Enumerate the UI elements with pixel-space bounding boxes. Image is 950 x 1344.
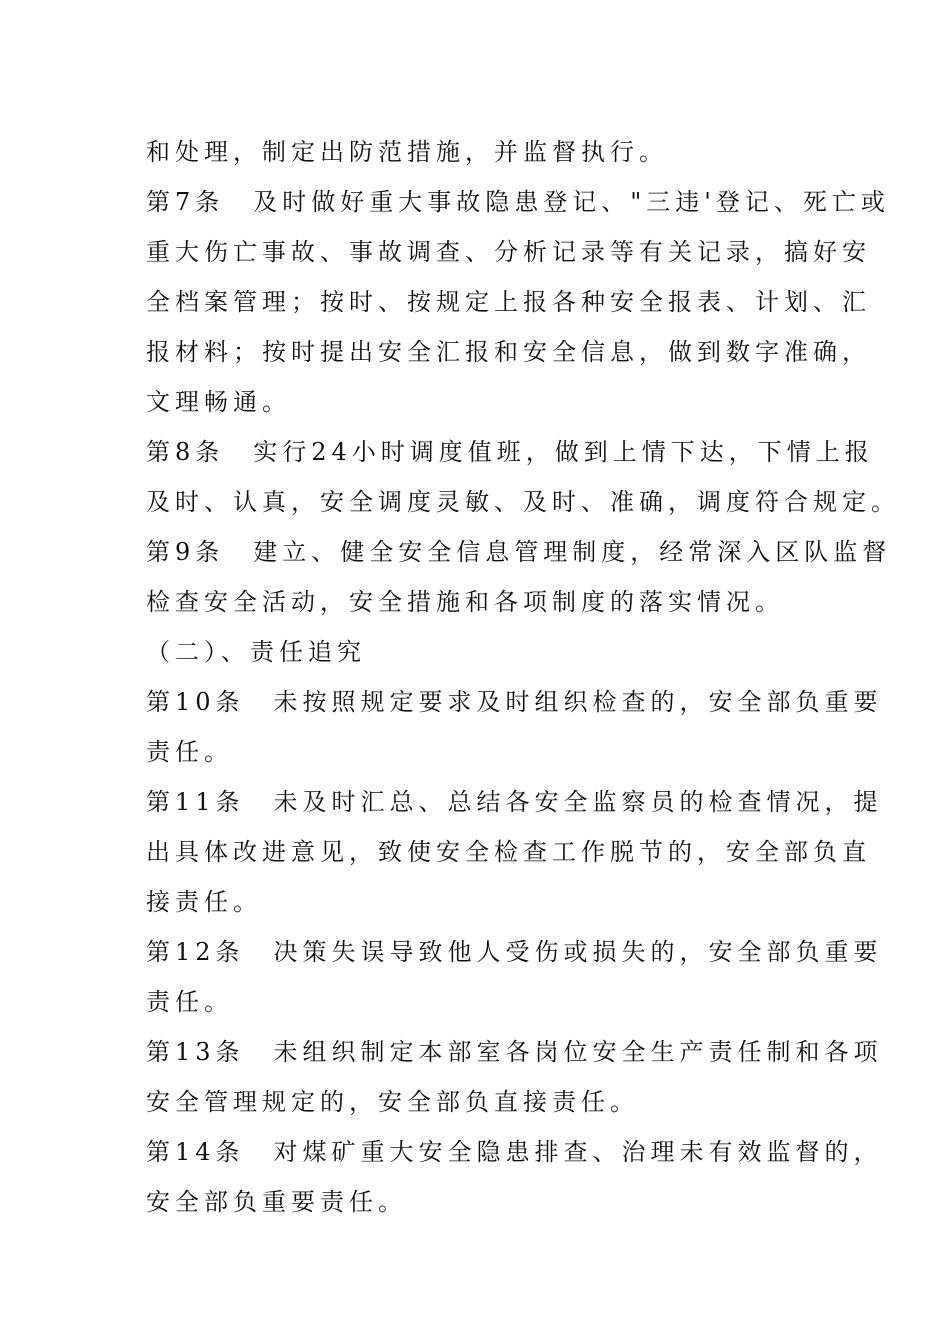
text-line: 安全管理规定的，安全部负直接责任。 — [146, 1088, 639, 1116]
text-line: 第13条 未组织制定本部室各岗位安全生产责任制和各项 — [146, 1038, 883, 1066]
text-line: 第8条 实行24小时调度值班，做到上情下达，下情上报 — [146, 438, 874, 466]
text-line: 第11条 未及时汇总、总结各安全监察员的检查情况，提 — [146, 788, 883, 816]
text-line: 第12条 决策失误导致他人受伤或损失的，安全部负重要 — [146, 938, 883, 966]
section-heading: （二）、责任追究 — [146, 638, 366, 666]
text-line: 安全部负重要责任。 — [146, 1188, 407, 1216]
text-line: 及时、认真，安全调度灵敏、及时、准确，调度符合规定。 — [146, 488, 900, 516]
text-line: 第7条 及时做好重大事故隐患登记、"三违'登记、死亡或 — [146, 188, 890, 216]
text-line: 重大伤亡事故、事故调查、分析记录等有关记录，搞好安 — [146, 238, 871, 266]
text-line: 接责任。 — [146, 888, 262, 916]
text-line: 第10条 未按照规定要求及时组织检查的，安全部负重要 — [146, 688, 883, 716]
text-line: 责任。 — [146, 738, 233, 766]
text-line: 检查安全活动，安全措施和各项制度的落实情况。 — [146, 588, 784, 616]
text-line: 和处理，制定出防范措施，并监督执行。 — [146, 138, 668, 166]
text-line: 责任。 — [146, 988, 233, 1016]
text-line: 报材料；按时提出安全汇报和安全信息，做到数字准确， — [146, 338, 871, 366]
text-line: 全档案管理；按时、按规定上报各种安全报表、计划、汇 — [146, 288, 871, 316]
text-line: 第14条 对煤矿重大安全隐患排查、治理未有效监督的， — [146, 1138, 883, 1166]
text-line: 文理畅通。 — [146, 388, 291, 416]
text-line: 第9条 建立、健全安全信息管理制度，经常深入区队监督 — [146, 538, 892, 566]
text-line: 出具体改进意见，致使安全检查工作脱节的，安全部负直 — [146, 838, 871, 866]
